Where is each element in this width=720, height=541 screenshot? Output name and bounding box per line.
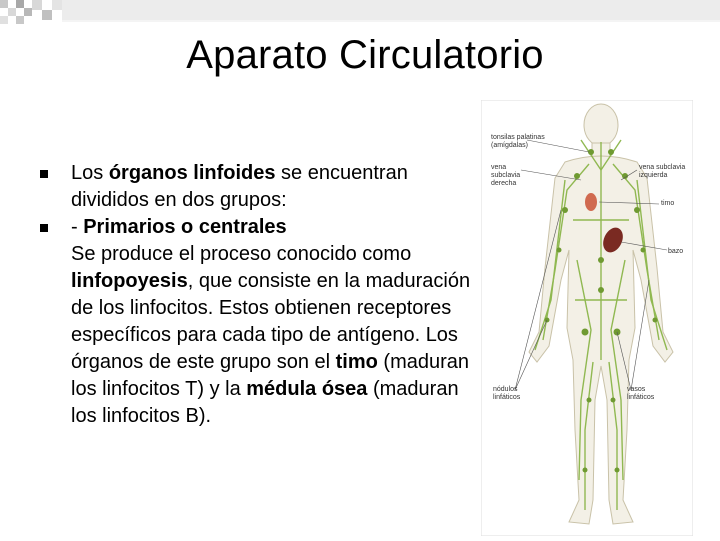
term-linfopoyesis: linfopoyesis — [71, 270, 188, 292]
body-text-4: (maduran los linfocitos B). — [71, 378, 459, 427]
bullet-list — [40, 160, 480, 430]
square-bullet-icon — [40, 170, 48, 178]
square-bullet-icon — [40, 224, 48, 232]
label-tonsils: tonsilas palatinas (amígdalas) — [491, 134, 545, 149]
lymphatic-system-figure — [481, 100, 693, 536]
term-timo: timo — [335, 351, 378, 373]
body-text-3: (maduran los linfocitos T) y la — [71, 351, 470, 400]
intro-text-end: se encuentran divididos en dos grupos: — [71, 162, 408, 211]
slide-title: Aparato Circulatorio — [186, 33, 544, 77]
body-text-1: Se produce el proceso conocido como — [71, 243, 412, 265]
primary-heading: Primarios o centrales — [83, 216, 287, 238]
intro-bold-term: órganos linfoides — [108, 162, 276, 184]
intro-text-start: Los — [71, 162, 109, 184]
checker-decoration — [0, 0, 720, 30]
label-left-subclavian: vena subclavia izquierda — [639, 164, 686, 179]
label-right-subclavian: vena subclavia derecha — [491, 164, 521, 187]
label-lymph-nodes: nódulos linfáticos — [493, 386, 521, 401]
label-lymph-vessels: vasos linfáticos — [627, 386, 655, 401]
bullet-item-intro — [40, 160, 480, 214]
label-spleen: bazo — [668, 248, 684, 255]
term-medula-osea: médula ósea — [246, 378, 368, 400]
body-text-2: , que consiste en la maduración de los linfocitos. Estos obtienen receptores específicos para cada tipo de antígeno. Los órganos de este grupo son el — [71, 270, 471, 373]
label-thymus: timo — [661, 200, 675, 207]
dash-prefix: - — [71, 216, 84, 238]
bullet-item-primary — [40, 214, 480, 430]
